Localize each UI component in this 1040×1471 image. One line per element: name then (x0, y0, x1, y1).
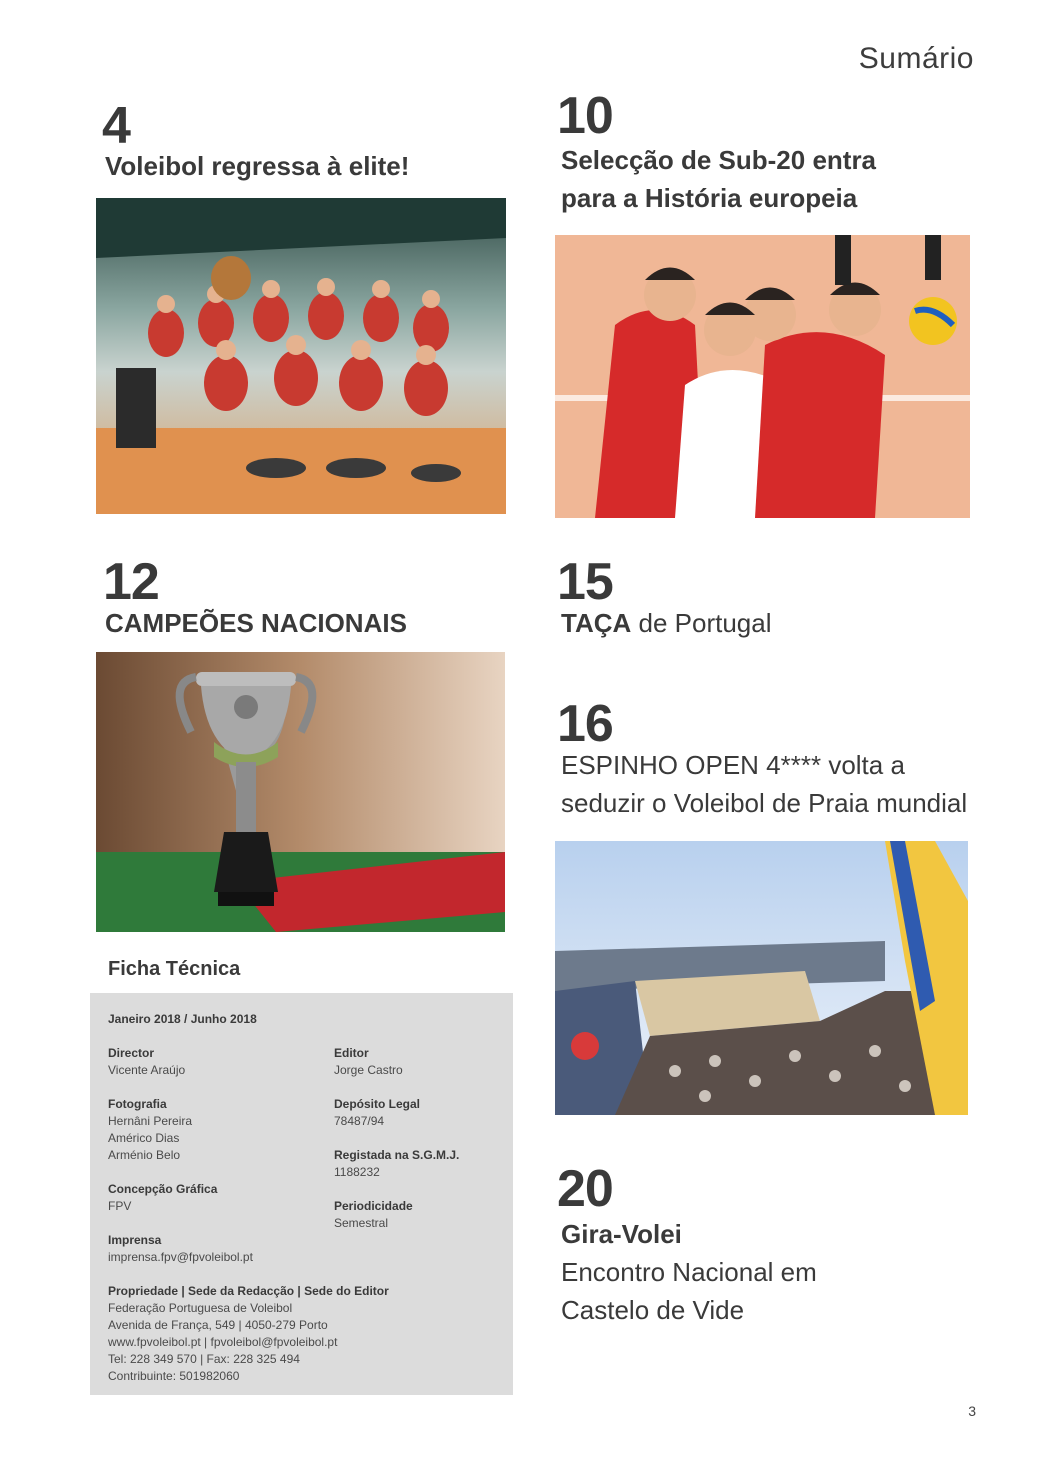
ficha-fotografia: Fotografia Hernâni Pereira Américo Dias Arménio Belo (108, 1097, 193, 1162)
volleyball-team-celebration-photo (96, 198, 506, 514)
article-title: CAMPEÕES NACIONAIS (105, 608, 407, 638)
ficha-periodicidade: Periodicidade Semestral (334, 1199, 413, 1230)
beach-volleyball-stadium-photo (555, 841, 968, 1115)
article-title: Gira-Volei Encontro Nacional em Castelo de Vide (561, 1219, 817, 1325)
ficha-concepcao: Concepção Gráfica FPV (108, 1182, 218, 1213)
ficha-tecnica-title: Ficha Técnica (108, 958, 241, 980)
ficha-registada: Registada na S.G.M.J. 1188232 (334, 1148, 460, 1179)
article-page-number: 4 (102, 97, 130, 155)
page-title: Sumário (858, 42, 974, 75)
article-page-number: 12 (103, 553, 159, 611)
article-page-number: 20 (557, 1160, 613, 1218)
ficha-editor: Editor Jorge Castro (334, 1046, 403, 1077)
article-page-number: 15 (557, 553, 613, 611)
article-title: Voleibol regressa à elite! (105, 151, 410, 181)
page-number: 3 (968, 1403, 976, 1419)
ficha-deposito-legal: Depósito Legal 78487/94 (334, 1097, 421, 1128)
ficha-tecnica-box (90, 993, 513, 1395)
trophy-cup-photo (96, 652, 505, 932)
article-title: ESPINHO OPEN 4**** volta a seduzir o Voleibol de Praia mundial (561, 750, 968, 818)
article-title: TAÇA de Portugal (561, 608, 772, 638)
ficha-propriedade: Propriedade | Sede da Redacção | Sede do Editor Federação Portuguesa de Voleibol Avenida de França, 549 | 4050-279 Porto www.fpvoleibol.pt | fpvoleibol@fpvoleibol.pt Tel: 228 349 570 | Fax: 228 325 494 Contribuinte: 501982060 (108, 1284, 389, 1383)
ficha-period: Janeiro 2018 / Junho 2018 (108, 1012, 257, 1026)
ficha-director: Director Vicente Araújo (108, 1046, 186, 1077)
article-page-number: 10 (557, 87, 613, 145)
ficha-imprensa: Imprensa imprensa.fpv@fpvoleibol.pt (108, 1233, 253, 1264)
article-title: Selecção de Sub-20 entra para a História europeia (561, 145, 877, 213)
players-hugging-photo (555, 235, 970, 518)
article-page-number: 16 (557, 695, 613, 753)
